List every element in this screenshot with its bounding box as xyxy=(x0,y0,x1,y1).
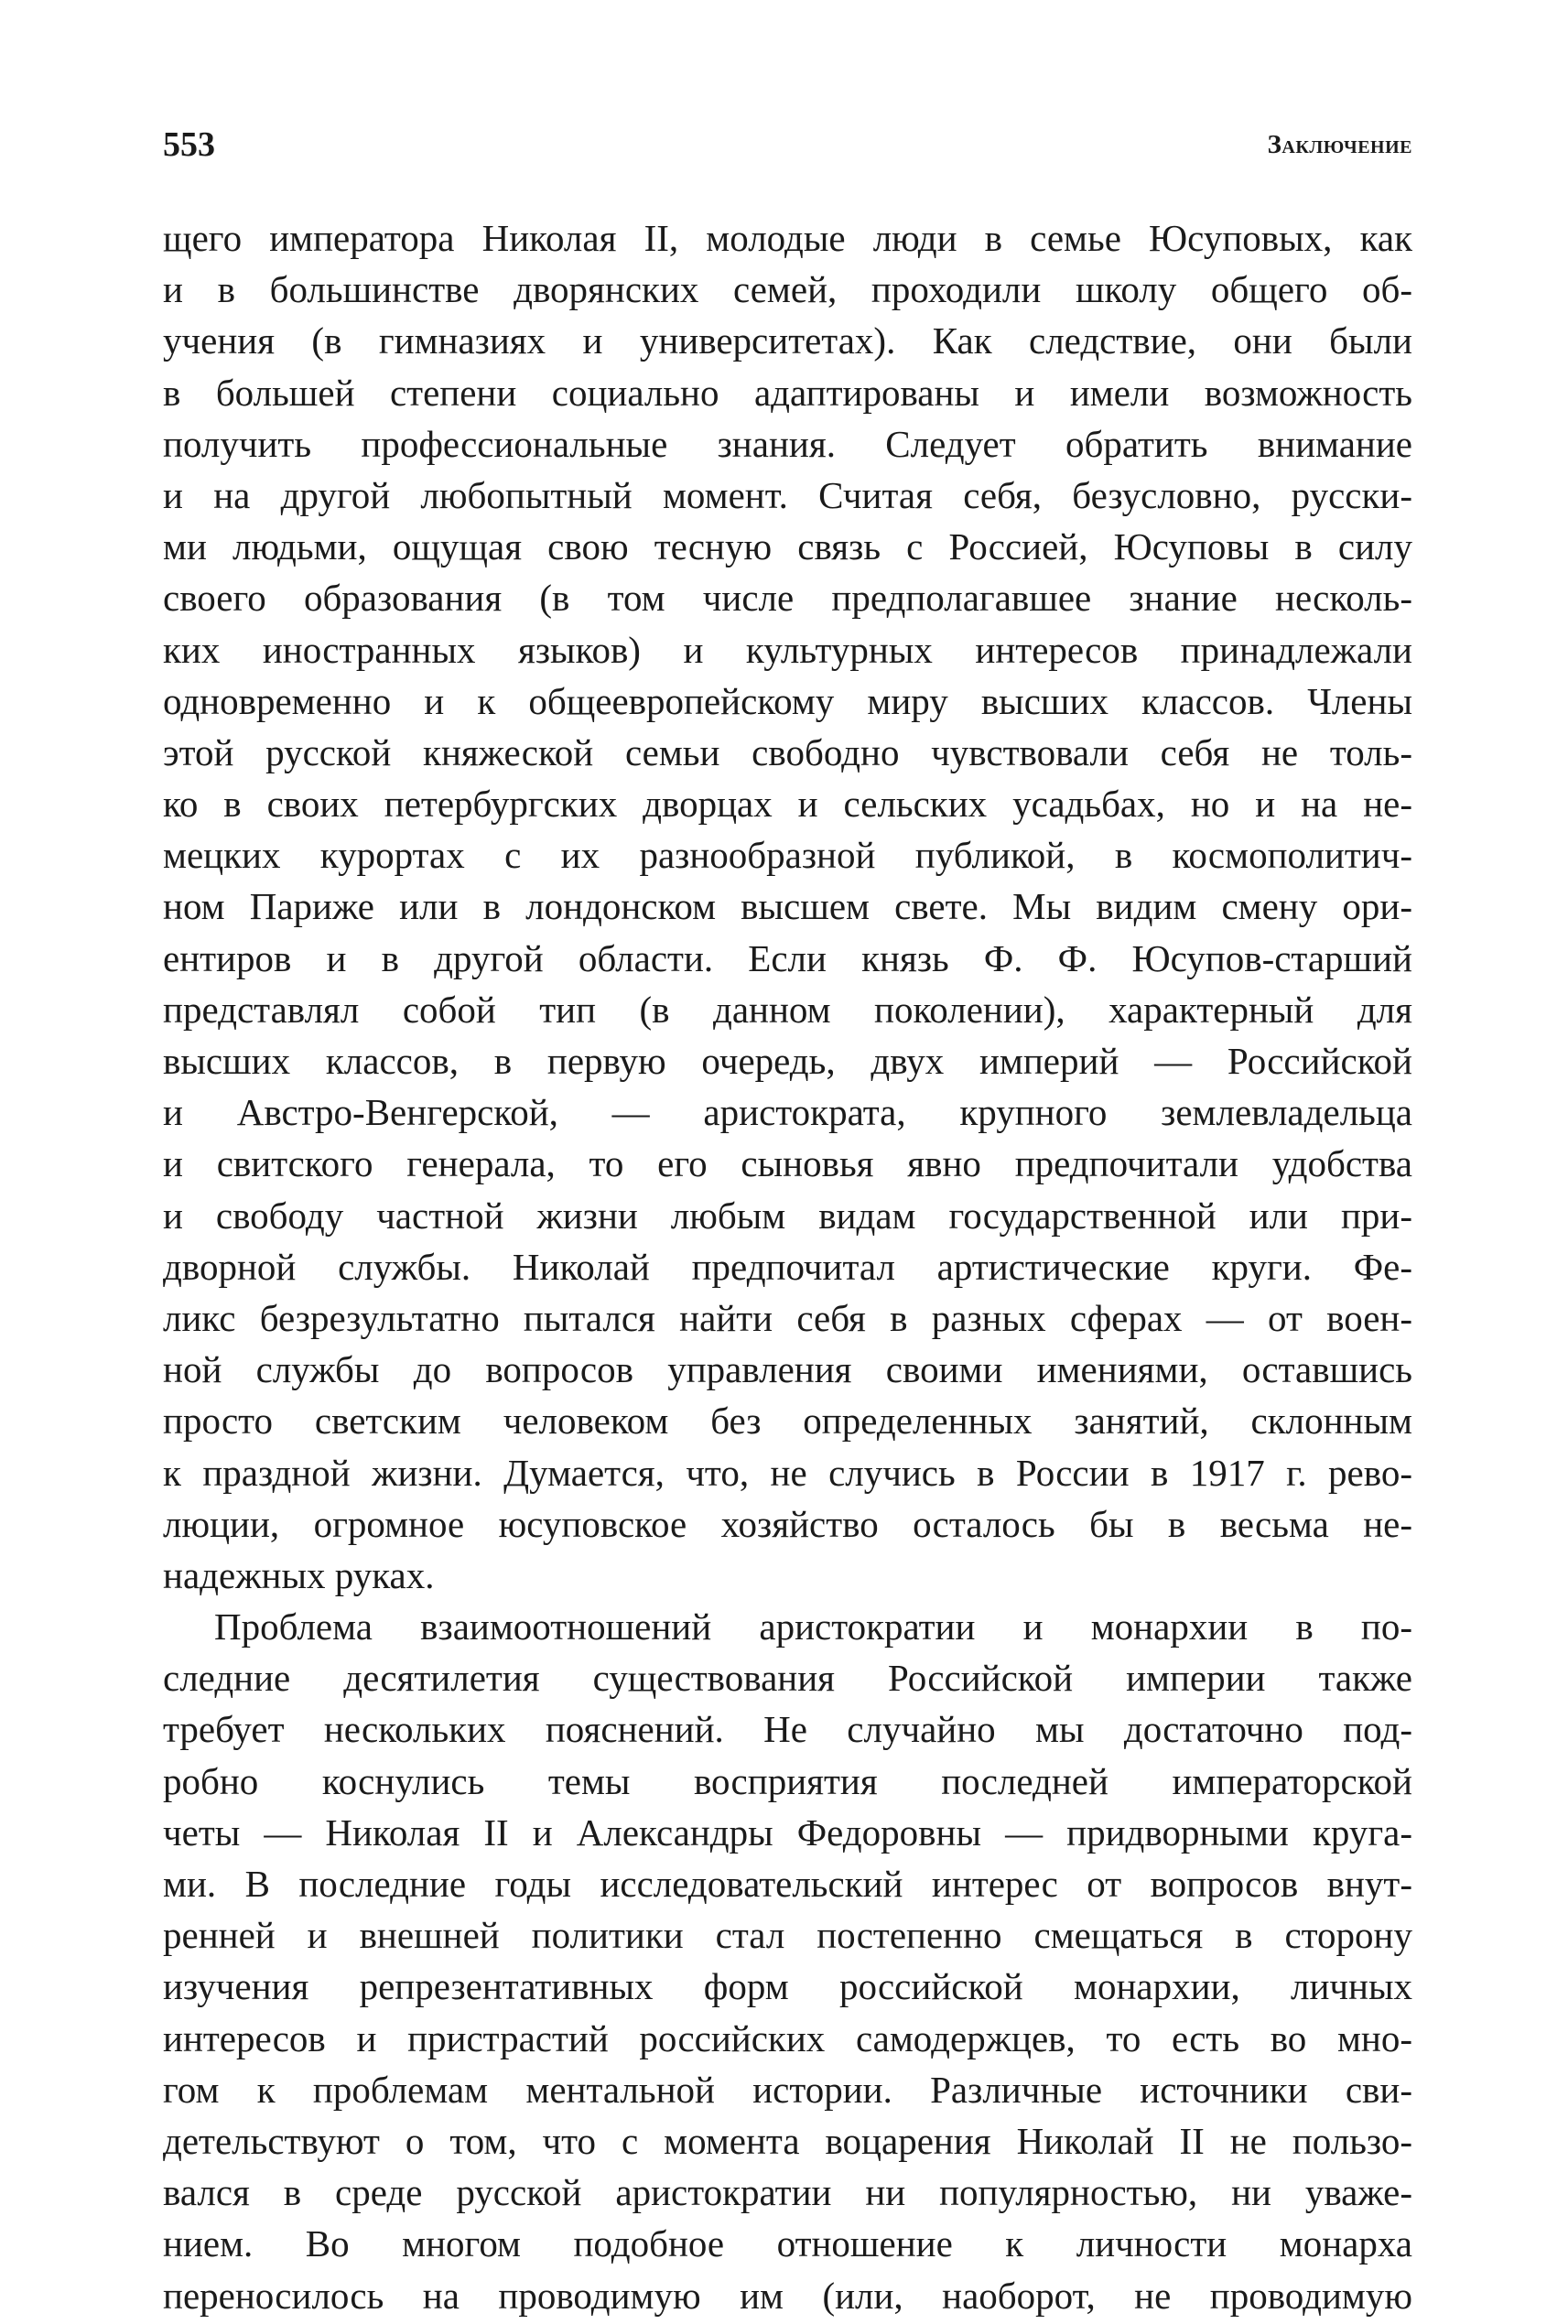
text-line: к праздной жизни. Думается, что, не случись в России в 1917 г. рево- xyxy=(163,1451,1412,1494)
text-line: ренней и внешней политики стал постепенно смещаться в сторону xyxy=(163,1914,1412,1957)
text-line: Проблема взаимоотношений аристократии и монархии в по- xyxy=(214,1605,1412,1648)
text-line: мецких курортах с их разнообразной публикой, в космополитич- xyxy=(163,834,1412,877)
text-line: изучения репрезентативных форм российской монархии, личных xyxy=(163,1965,1412,2008)
text-line: вался в среде русской аристократии ни популярностью, ни уваже- xyxy=(163,2171,1412,2214)
text-line: высших классов, в первую очередь, двух империй — Российской xyxy=(163,1040,1412,1082)
text-line: просто светским человеком без определенных занятий, склонным xyxy=(163,1400,1412,1443)
text-line: и в большинстве дворянских семей, проходили школу общего об- xyxy=(163,268,1412,311)
text-line: четы — Николая II и Александры Федоровны — придворными круга- xyxy=(163,1811,1412,1854)
text-line: ких иностранных языков) и культурных интересов принадлежали xyxy=(163,628,1412,671)
text-line: переносилось на проводимую им (или, наоборот, не проводимую xyxy=(163,2274,1412,2317)
text-line: дворной службы. Николай предпочитал артистические круги. Фе- xyxy=(163,1245,1412,1288)
text-line: ми людьми, ощущая свою тесную связь с Россией, Юсуповы в силу xyxy=(163,525,1412,568)
paragraph xyxy=(163,212,1412,1601)
text-line: ми. В последние годы исследовательский интерес от вопросов внут- xyxy=(163,1863,1412,1905)
text-line: этой русской княжеской семьи свободно чувствовали себя не толь- xyxy=(163,730,1412,773)
text-line: интересов и пристрастий российских самодержцев, то есть во мно- xyxy=(163,2016,1412,2059)
text-line: требует нескольких пояснений. Не случайно мы достаточно под- xyxy=(163,1708,1412,1751)
page-number: 553 xyxy=(163,125,215,164)
text-line: и свитского генерала, то его сыновья явно предпочитали удобства xyxy=(163,1142,1412,1185)
text-line: гом к проблемам ментальной истории. Различные источники сви- xyxy=(163,2068,1412,2111)
body-text xyxy=(163,212,1412,2321)
text-line: ко в своих петербургских дворцах и сельских усадьбах, но и на не- xyxy=(163,783,1412,826)
text-line: и свободу частной жизни любым видам государственной или при- xyxy=(163,1194,1412,1237)
text-line: и Австро-Венгерской, — аристократа, крупного землевладельца xyxy=(163,1091,1412,1134)
text-line: надежных руках. xyxy=(163,1553,435,1596)
text-line: и на другой любопытный момент. Считая себя, безусловно, русски- xyxy=(163,473,1412,516)
text-line: представлял собой тип (в данном поколении), характерный для xyxy=(163,988,1412,1031)
text-line: в большей степени социально адаптированы и имели возможность xyxy=(163,371,1412,414)
text-line: одновременно и к общеевропейскому миру высших классов. Члены xyxy=(163,679,1412,722)
text-line: детельствуют о том, что с момента воцарения Николай II не пользо- xyxy=(163,2119,1412,2162)
text-line: получить профессиональные знания. Следует обратить внимание xyxy=(163,422,1412,465)
text-line: ном Париже или в лондонском высшем свете. Мы видим смену ори- xyxy=(163,885,1412,928)
section-title: Заключение xyxy=(1267,130,1412,159)
paragraph xyxy=(163,1601,1412,2321)
text-line: следние десятилетия существования Российской империи также xyxy=(163,1657,1412,1700)
text-line: люции, огромное юсуповское хозяйство осталось бы в весьма не- xyxy=(163,1502,1412,1545)
text-line: ентиров и в другой области. Если князь Ф. Ф. Юсупов-старший xyxy=(163,936,1412,979)
text-line: робно коснулись темы восприятия последней императорской xyxy=(163,1759,1412,1802)
text-line: ликс безрезультатно пытался найти себя в разных сферах — от воен- xyxy=(163,1296,1412,1339)
text-line: ной службы до вопросов управления своими имениями, оставшись xyxy=(163,1348,1412,1391)
running-head xyxy=(163,117,1412,172)
text-line: нием. Во многом подобное отношение к личности монарха xyxy=(163,2222,1412,2265)
text-line: учения (в гимназиях и университетах). Как следствие, они были xyxy=(163,319,1412,362)
text-line: своего образования (в том числе предполагавшее знание несколь- xyxy=(163,577,1412,620)
text-line: щего императора Николая II, молодые люди в семье Юсуповых, как xyxy=(163,217,1412,259)
